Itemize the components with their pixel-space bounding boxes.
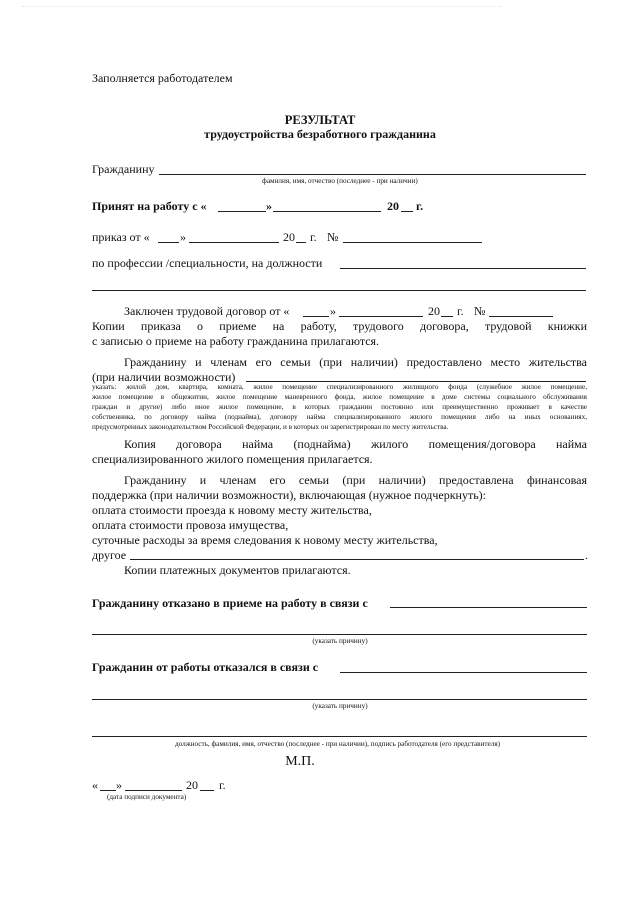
signature-field[interactable] [92,736,587,737]
order-month-field[interactable] [189,242,279,243]
date-hint: (дата подписи документа) [107,793,187,801]
order-quote-close: » [180,230,186,244]
housing-field[interactable] [246,381,586,382]
refusal-reason-field-line2[interactable] [92,634,587,635]
citizen-label: Гражданину [92,162,155,176]
stamp-place: М.П. [285,754,315,769]
hired-month-field[interactable] [273,211,381,212]
date-year-field[interactable] [200,790,214,791]
contract-year-prefix: 20 [428,304,440,318]
document-subtitle: трудоустройства безработного гражданина [204,127,436,141]
copies-line-2: с записью о приеме на работу гражданина прилагаются. [92,334,380,348]
scan-artifact [22,6,502,11]
contract-day-field[interactable] [303,316,329,317]
finance-option-baggage[interactable]: оплата стоимости провоза имущества, [92,518,289,532]
finance-option-travel[interactable]: оплата стоимости проезда к новому месту жительства, [92,503,372,517]
contract-month-field[interactable] [339,316,423,317]
order-year-field[interactable] [296,242,306,243]
date-year-suffix: г. [219,778,226,792]
document-title: РЕЗУЛЬТАТ [284,113,356,127]
housing-note-line-5: предусмотренных законодательством Российской Федерации, и в которых он зарегистрирован по месту жительства. [92,423,449,431]
citizen-name-field[interactable] [159,174,586,175]
contract-label: Заключен трудовой договор от « [124,304,290,318]
copies-line-1: Копии приказа о приеме на работу, трудового договора, трудовой книжки [92,319,587,333]
contract-quote-close: » [330,304,336,318]
hired-year-suffix: г. [416,199,424,213]
housing-line-1: Гражданину и членам его семьи (при наличии) предоставлено место жительства [124,355,587,369]
contract-number-sign: № [474,304,486,318]
order-label: приказ от « [92,230,150,244]
citizen-refusal-field-line2[interactable] [92,699,587,700]
contract-year-suffix: г. [457,304,464,318]
refused-by-employer-label: Гражданину отказано в приеме на работу в связи с [92,596,368,610]
date-year-prefix: 20 [186,778,198,792]
finance-option-per-diem[interactable]: суточные расходы за время следования к новому месту жительства, [92,533,438,547]
order-year-prefix: 20 [283,230,295,244]
finance-line-1: Гражданину и членам его семьи (при наличии) предоставлена финансовая [124,473,587,487]
hired-year-field[interactable] [401,211,413,212]
profession-field[interactable] [340,268,586,269]
date-open-quote: « [92,778,98,792]
citizen-refusal-field[interactable] [340,672,587,673]
order-number-field[interactable] [343,242,482,243]
lease-line-1: Копия договора найма (поднайма) жилого помещения/договора найма [124,437,587,451]
date-day-field[interactable] [100,790,116,791]
housing-note-line-3: граждан и другие) либо иное жилое помещение, в которых гражданин постоянно или преимущественно проживает в качестве [92,403,587,411]
profession-field-line2[interactable] [92,290,586,291]
housing-note-line-4: собственника, по договору найма (поднайма), договору найма специализированного жилого помещения либо на иных основаниях, [92,413,587,421]
refused-by-citizen-label: Гражданин от работы отказался в связи с [92,660,319,674]
lease-line-2: специализированного жилого помещения прилагается. [92,452,373,466]
date-close-quote: » [116,778,122,792]
profession-label: по профессии /специальности, на должности [92,256,323,270]
other-field[interactable] [130,559,584,560]
citizen-name-hint: фамилия, имя, отчество (последнее - при наличии) [262,177,418,185]
order-day-field[interactable] [158,242,179,243]
contract-year-field[interactable] [441,316,453,317]
hired-day-field[interactable] [218,211,266,212]
finance-line-2: поддержка (при наличии возможности), включающая (нужное подчеркнуть): [92,488,487,502]
order-number-sign: № [327,230,339,244]
other-end: . [585,548,588,562]
other-label: другое [92,548,127,562]
signature-hint: должность, фамилия, имя, отчество (последнее - при наличии), подпись работодателя (его представителя) [174,740,501,748]
payment-docs-note: Копии платежных документов прилагаются. [124,563,351,577]
hired-year-prefix: 20 [387,199,399,213]
housing-note-line-1: указать: жилой дом, квартира, комната, жилое помещение специализированного жилищного фонда (служебное жилое помещение, [92,383,587,391]
contract-number-field[interactable] [489,316,553,317]
order-year-suffix: г. [310,230,317,244]
citizen-refusal-hint: (указать причину) [312,702,368,710]
header-note: Заполняется работодателем [92,71,233,85]
date-month-field[interactable] [125,790,182,791]
refusal-reason-field[interactable] [390,607,587,608]
housing-note-line-2: жилое помещение в общежитии, жилое помещение маневренного фонда, жилое помещение в доме системы социального обслуживания [92,393,587,401]
hired-label: Принят на работу с « [92,199,207,213]
hired-quote-close: » [266,199,272,213]
refusal-reason-hint: (указать причину) [312,637,368,645]
housing-line-2: (при наличии возможности) [92,370,236,384]
